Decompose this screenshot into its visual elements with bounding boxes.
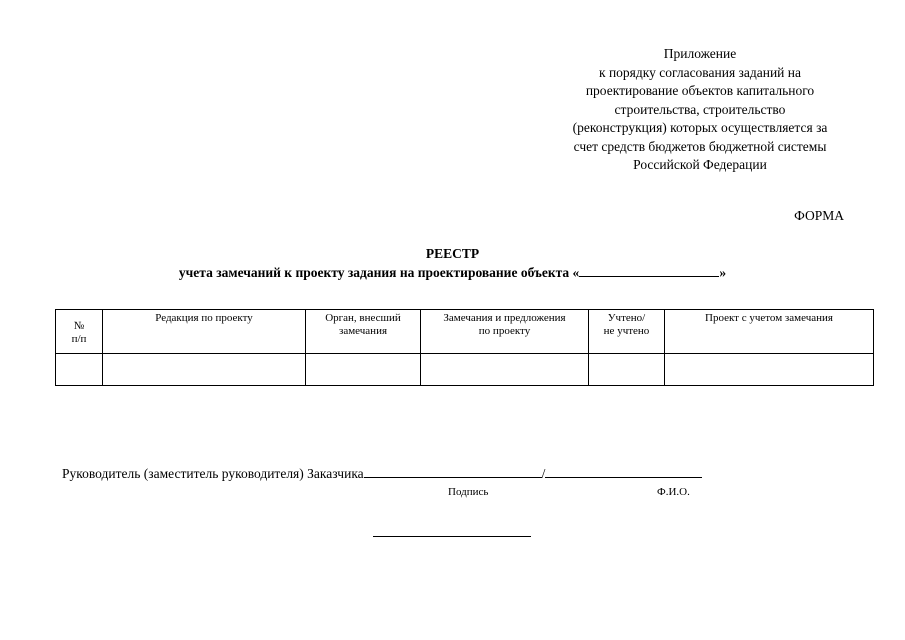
table-cell[interactable]: [56, 354, 103, 386]
header-authority-line2: замечания: [338, 325, 388, 337]
header-authority: [306, 310, 421, 354]
signature-line: [62, 465, 702, 482]
header-number-abbr: п/п: [71, 332, 87, 345]
registry-table: [55, 309, 874, 386]
header-number: [56, 310, 103, 354]
header-revised-project-label: Проект с учетом замечания: [705, 312, 833, 324]
appendix-line: проектирование объектов капитального: [585, 83, 815, 98]
appendix-line: Российской Федерации: [633, 157, 767, 172]
signature-label: Руководитель (заместитель руководителя) Заказчика: [62, 466, 364, 481]
table-cell[interactable]: [306, 354, 421, 386]
appendix-line: (реконструкция) которых осуществляется за: [572, 120, 828, 135]
header-project-edition-label: Редакция по проекту: [155, 312, 253, 324]
fio-blank[interactable]: [545, 465, 702, 478]
table-cell[interactable]: [589, 354, 665, 386]
table-row: [56, 354, 874, 386]
document-subtitle: [0, 263, 905, 282]
fio-caption: Ф.И.О.: [657, 486, 690, 498]
date-blank-line[interactable]: [373, 536, 531, 537]
appendix-line: счет средств бюджетов бюджетной системы: [573, 138, 827, 154]
header-number-sign: №: [73, 319, 85, 332]
appendix-block: [540, 45, 860, 175]
object-name-blank[interactable]: [579, 264, 719, 277]
subtitle-suffix: »: [719, 265, 727, 280]
header-remarks-line1: Замечания и предложения: [443, 312, 566, 324]
header-accounted-line2: не учтено: [603, 325, 650, 337]
signature-caption: Подпись: [448, 486, 489, 498]
header-project-edition: [103, 310, 306, 354]
table-header-row: [56, 310, 874, 354]
signature-blank[interactable]: [364, 465, 542, 478]
document-title: РЕЕСТР: [425, 246, 480, 261]
subtitle-prefix: учета замечаний к проекту задания на проектирование объекта «: [178, 265, 580, 280]
form-label: ФОРМА: [794, 208, 844, 223]
table-cell[interactable]: [103, 354, 306, 386]
header-authority-line1: Орган, внесший: [325, 312, 401, 324]
header-accounted: [589, 310, 665, 354]
header-accounted-line1: Учтено/: [607, 312, 646, 324]
header-remarks: [421, 310, 589, 354]
signature-separator: /: [541, 466, 546, 481]
header-revised-project: [665, 310, 874, 354]
header-remarks-line2: по проекту: [478, 325, 531, 337]
table-cell[interactable]: [421, 354, 589, 386]
appendix-line: Приложение: [663, 46, 737, 61]
appendix-line: строительства, строительство: [614, 101, 786, 117]
appendix-line: к порядку согласования заданий на: [599, 64, 801, 80]
table-cell[interactable]: [665, 354, 874, 386]
